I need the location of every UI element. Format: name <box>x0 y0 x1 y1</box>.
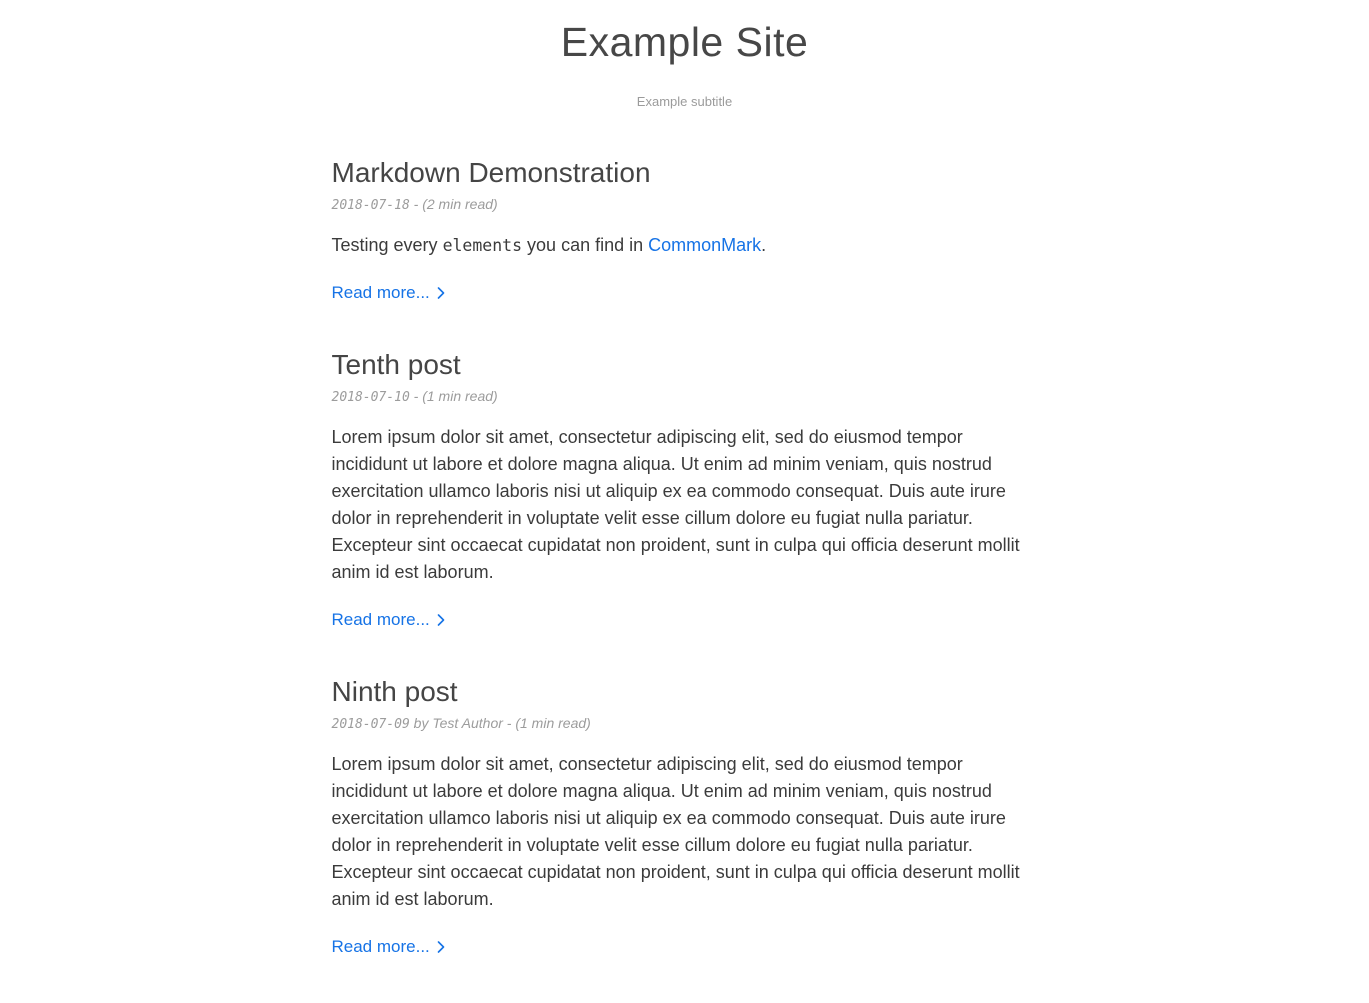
read-more-label: Read more... <box>331 937 430 956</box>
excerpt-text: you can find in <box>522 235 649 255</box>
post-summary <box>332 349 1038 630</box>
chevron-right-icon <box>437 941 445 953</box>
chevron-right-icon <box>437 287 445 299</box>
post-excerpt <box>332 232 1038 259</box>
chevron-right-icon <box>437 614 445 626</box>
site-subtitle: Example subtitle <box>636 94 733 109</box>
post-date: 2018-07-09 <box>331 717 410 732</box>
post-meta <box>332 388 1038 406</box>
post-summary <box>332 676 1038 957</box>
post-summary <box>332 157 1038 303</box>
post-meta <box>332 715 1038 733</box>
excerpt-text: . <box>761 235 767 255</box>
post-list <box>332 109 1038 957</box>
site-header <box>0 0 1369 109</box>
post-date: 2018-07-10 <box>331 390 410 405</box>
post-meta <box>332 196 1038 214</box>
post-excerpt: Lorem ipsum dolor sit amet, consectetur adipiscing elit, sed do eiusmod tempor incididunt ut labore et dolore magna aliqua. Ut enim ad minim veniam, quis nostrud exercitation ullamco laboris nisi ut aliquip ex ea commodo consequat. Duis aute irure dolor in reprehenderit in voluptate velit esse cillum dolore eu fugiat nulla pariatur. Excepteur sint occaecat cupidatat non proident, sunt in culpa qui officia deserunt mollit anim id est laborum. <box>331 754 1020 909</box>
read-more-link[interactable] <box>332 937 445 957</box>
commonmark-link[interactable]: CommonMark <box>648 235 762 255</box>
read-more-link[interactable] <box>332 283 445 303</box>
post-meta-detail: - (2 min read) <box>409 196 498 212</box>
post-title: Ninth post <box>331 676 458 707</box>
post-title: Markdown Demonstration <box>331 157 651 188</box>
post-excerpt: Lorem ipsum dolor sit amet, consectetur adipiscing elit, sed do eiusmod tempor incididunt ut labore et dolore magna aliqua. Ut enim ad minim veniam, quis nostrud exercitation ullamco laboris nisi ut aliquip ex ea commodo consequat. Duis aute irure dolor in reprehenderit in voluptate velit esse cillum dolore eu fugiat nulla pariatur. Excepteur sint occaecat cupidatat non proident, sunt in culpa qui officia deserunt mollit anim id est laborum. <box>331 427 1020 582</box>
read-more-link[interactable] <box>332 610 445 630</box>
inline-code: elements <box>442 236 523 255</box>
post-title: Tenth post <box>331 349 461 380</box>
post-meta-detail: - (1 min read) <box>409 388 498 404</box>
post-date: 2018-07-18 <box>331 198 410 213</box>
site-title: Example Site <box>560 19 809 65</box>
excerpt-text: Testing every <box>331 235 443 255</box>
read-more-label: Read more... <box>331 610 430 629</box>
read-more-label: Read more... <box>331 283 430 302</box>
post-meta-detail: by Test Author - (1 min read) <box>409 715 591 731</box>
